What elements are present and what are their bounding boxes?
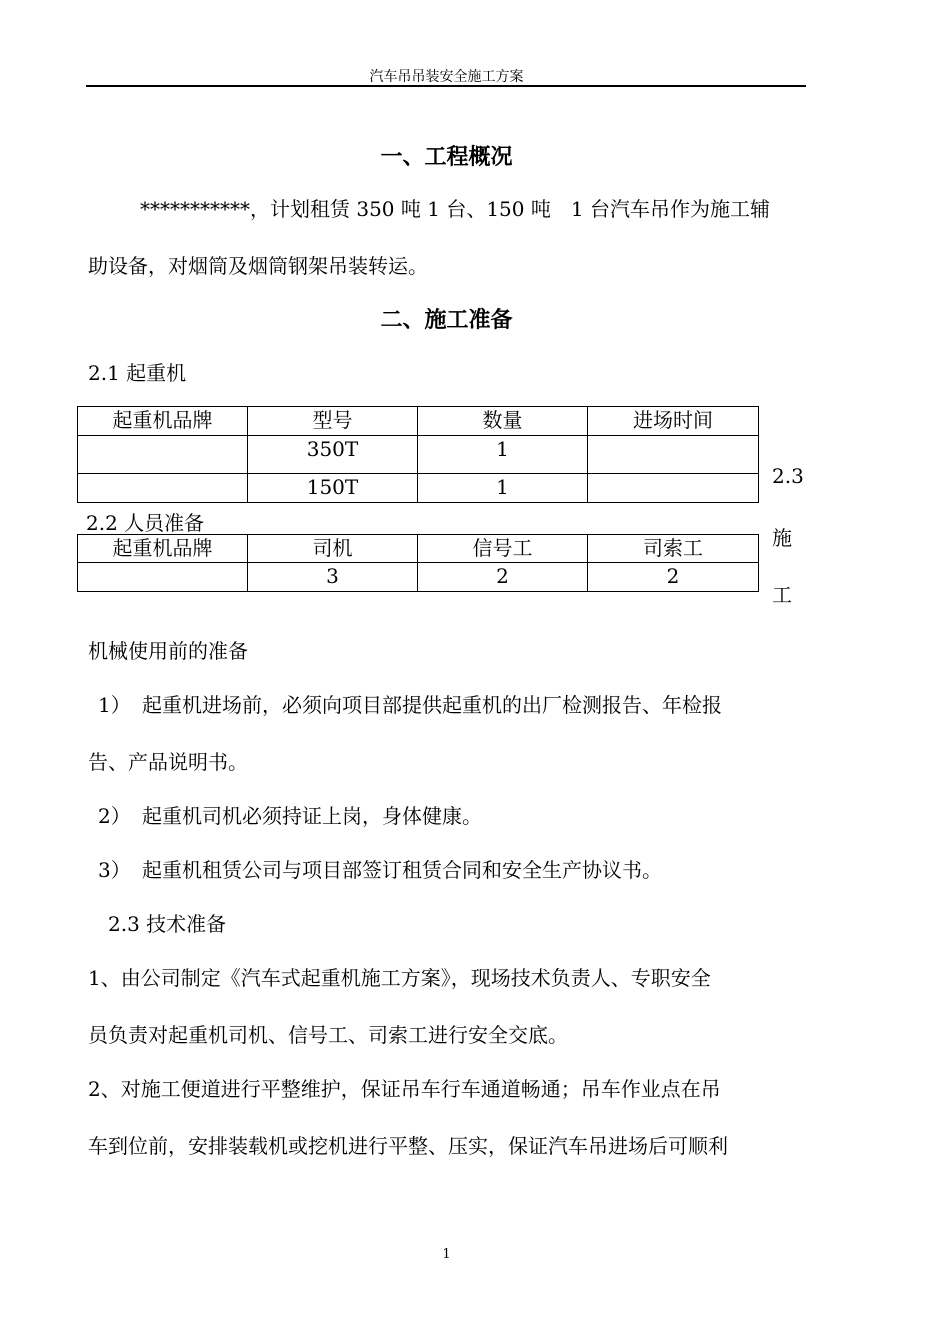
side-heading-char-2: 工 [772,583,792,607]
table-header-cell: 信号工 [418,535,588,563]
table-header-cell: 司机 [248,535,418,563]
table-cell: 1 [418,436,588,474]
list-item-1-line-1: 起重机进场前，必须向项目部提供起重机的出厂检测报告、年检报 [142,693,722,717]
table-cell [78,436,248,474]
subsection-2-3-tech-label: 2.3 技术准备 [108,912,227,936]
table-header-cell: 起重机品牌 [78,535,248,563]
running-header: 汽车吊吊装安全施工方案 [369,69,524,85]
list-item-3-number: 3） [98,858,131,882]
table-header-cell: 型号 [248,407,418,436]
section-1-paragraph-line-2: 助设备，对烟筒及烟筒钢架吊装转运。 [88,254,428,278]
subsection-2-2-label: 2.2 人员准备 [86,511,205,535]
page-number: 1 [442,1247,451,1262]
table-header-cell: 起重机品牌 [78,407,248,436]
side-heading-char-1: 施 [772,526,792,550]
list-item-3-text: 起重机租赁公司与项目部签订租赁合同和安全生产协议书。 [142,858,662,882]
table-cell [78,474,248,503]
subsection-2-1-label: 2.1 起重机 [88,361,187,385]
table-row [78,474,759,503]
table-row [78,563,759,592]
paragraph-2-line-2: 车到位前，安排装载机或挖机进行平整、压实，保证汽车吊进场后可顺利 [88,1134,728,1158]
section-1-paragraph-line-1: ***********，计划租赁 350 吨 1 台、150 吨 1 台汽车吊作为施工辅 [140,197,770,221]
table-cell [588,474,759,503]
paragraph-1-line-2: 员负责对起重机司机、信号工、司索工进行安全交底。 [88,1023,568,1047]
crane-table-header-row [78,407,759,436]
list-item-1-line-2: 告、产品说明书。 [88,750,248,774]
personnel-table [77,534,759,592]
table-cell: 350T [248,436,418,474]
paragraph-1-line-1: 1、由公司制定《汽车式起重机施工方案》，现场技术负责人、专职安全 [88,966,711,990]
section-2-title: 二、施工准备 [380,307,513,333]
table-cell: 1 [418,474,588,503]
table-cell: 2 [588,563,759,592]
table-cell [78,563,248,592]
table-cell [588,436,759,474]
crane-table [77,406,759,503]
header-divider [86,85,806,87]
table-cell: 2 [418,563,588,592]
paragraph-2-line-1: 2、对施工便道进行平整维护，保证吊车行车通道畅通；吊车作业点在吊 [88,1077,721,1101]
table-header-cell: 进场时间 [588,407,759,436]
section-1-title: 一、工程概况 [380,144,513,170]
list-item-2-number: 2） [98,804,131,828]
subsection-2-3-continuation: 机械使用前的准备 [88,639,248,663]
table-row [78,436,759,474]
table-header-cell: 司索工 [588,535,759,563]
side-heading-2-3: 2.3 [772,464,804,488]
personnel-table-header-row [78,535,759,563]
table-cell: 150T [248,474,418,503]
list-item-1-number: 1） [98,693,131,717]
list-item-2-text: 起重机司机必须持证上岗，身体健康。 [142,804,482,828]
table-header-cell: 数量 [418,407,588,436]
table-cell: 3 [248,563,418,592]
